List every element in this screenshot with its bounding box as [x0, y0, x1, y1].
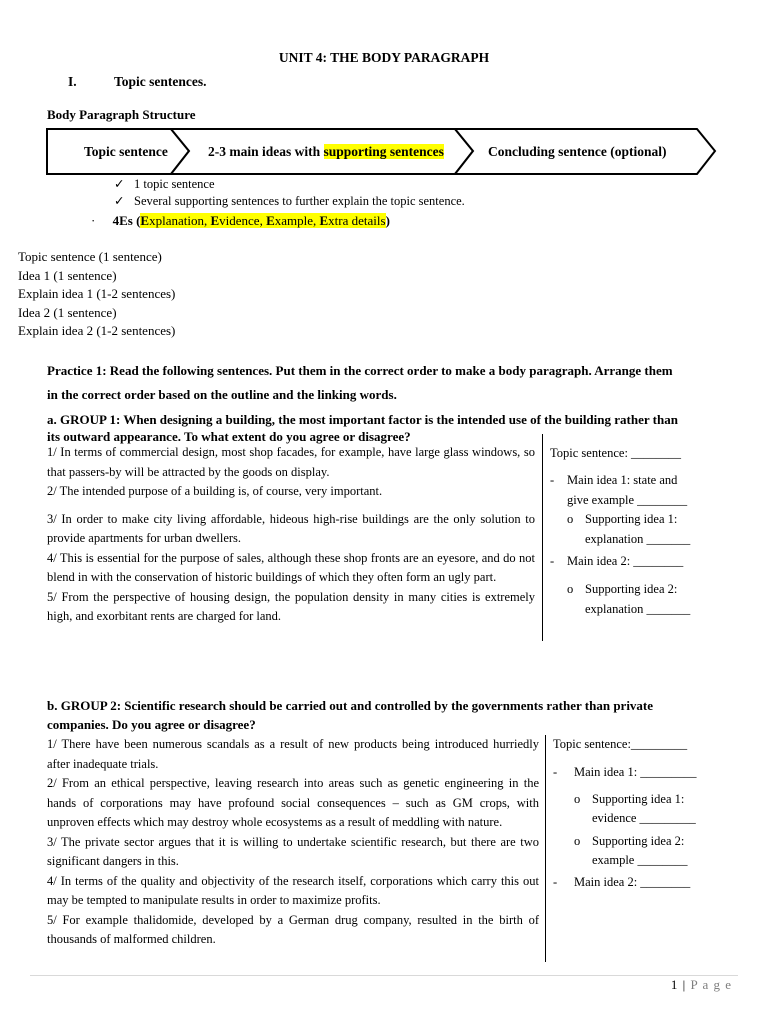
group-a-sentence: 5/ From the perspective of housing design, the population density in many cities is extremely high, and exorbitant rents are charged for land. [47, 589, 535, 623]
bullet-4es: · 4Es (Explanation, Evidence, Example, Extra details) [91, 213, 390, 228]
group-b-main2: Main idea 2: ________ [574, 875, 691, 889]
group-a-sup1-line2: explanation _______ [585, 532, 691, 546]
footer-divider [30, 975, 738, 976]
group-b-sentence: 4/ In terms of the quality and objectivity of the research itself, corporations which carry this out may be tempted to manipulate results in order to maximize profits. [47, 873, 539, 907]
outline-list-item: Explain idea 2 (1-2 sentences) [18, 323, 176, 338]
paragraph-outline-list [18, 248, 175, 341]
group-b-divider [545, 735, 546, 962]
section-number: I. [68, 74, 77, 89]
group-b-sentence: 1/ There have been numerous scandals as a result of new products being introduced hurriedly after inadequate trials. [47, 737, 539, 771]
group-a-sup2-line2: explanation _______ [585, 602, 691, 616]
checklist-item [114, 175, 215, 193]
bullet-lead: 4Es ( [112, 213, 141, 228]
group-b-prompt-line1: b. GROUP 2: Scientific research should be carried out and controlled by the governments rather than private [47, 698, 654, 713]
group-b-sentence: 5/ For example thalidomide, developed by a German drug company, resulted in the birth of thousands of malformed children. [47, 912, 539, 946]
group-a-outline [550, 444, 750, 634]
group-a-topic-blank: Topic sentence: ________ [550, 446, 682, 460]
group-a-main2: Main idea 2: ________ [567, 554, 684, 568]
checklist-text: Several supporting sentences to further explain the topic sentence. [134, 194, 465, 208]
flow-step-concluding: Concluding sentence (optional) [488, 144, 667, 159]
four-es-highlight: Explanation, Evidence, Example, Extra details [140, 213, 386, 228]
group-b-outline [553, 735, 753, 905]
group-a-sentence: 2/ The intended purpose of a building is, of course, very important. [47, 484, 383, 498]
circle-bullet-icon: o [574, 834, 581, 848]
group-a-sup2-line1: Supporting idea 2: [585, 582, 678, 596]
outline-list-item: Idea 2 (1 sentence) [18, 304, 117, 320]
section-title: Topic sentences. [114, 74, 207, 89]
circle-bullet-icon: o [567, 582, 574, 596]
circle-bullet-icon: o [574, 792, 581, 806]
group-b-topic-blank: Topic sentence:_________ [553, 737, 688, 751]
practice-instruction-line1: Practice 1: Read the following sentences. Put them in the correct order to make a body paragraph. Arrange them [47, 363, 673, 378]
check-icon: ✓ [114, 194, 125, 208]
structure-heading: Body Paragraph Structure [47, 107, 196, 122]
group-a-main1-line1: Main idea 1: state and [567, 473, 678, 487]
dash-icon: - [550, 554, 555, 568]
group-b-main1: Main idea 1: _________ [574, 765, 697, 779]
group-a-sentences [47, 443, 535, 627]
flow-step-highlight: supporting sentences [323, 144, 444, 159]
check-icon: ✓ [114, 177, 125, 191]
outline-list-item: Topic sentence (1 sentence) [18, 249, 162, 264]
checklist-text: 1 topic sentence [134, 177, 215, 191]
group-b-prompt-line2: companies. Do you agree or disagree? [47, 717, 256, 732]
outline-list-item: Idea 1 (1 sentence) [18, 267, 117, 283]
page-number: 1 [670, 977, 679, 992]
outline-list-item: Explain idea 1 (1-2 sentences) [18, 286, 176, 301]
structure-flow-diagram [0, 126, 768, 180]
unit-title: UNIT 4: THE BODY PARAGRAPH [278, 50, 490, 65]
group-b-sup1-line1: Supporting idea 1: [592, 792, 685, 806]
dash-icon: - [550, 473, 555, 487]
group-b-sup1-line2: evidence _________ [592, 811, 696, 825]
group-a-prompt-line1: a. GROUP 1: When designing a building, the most important factor is the intended use of the building rather than [47, 412, 678, 427]
footer-separator: | [678, 977, 691, 992]
practice-instruction-line2: in the correct order based on the outline and the linking words. [47, 387, 397, 402]
flow-step-main-ideas [208, 143, 444, 161]
circle-bullet-icon: o [567, 512, 574, 526]
group-a-divider [542, 434, 543, 641]
group-a-sentence: 4/ This is essential for the purpose of sales, although these shop fronts are an eyesore, and do not blend in with the conservation of historic buildings of which they often form an ugly part. [47, 550, 535, 584]
group-a-main1-line2: give example ________ [567, 493, 688, 507]
group-b-sup2-line2: example ________ [592, 853, 688, 867]
dash-icon: - [553, 875, 558, 889]
page-label: P a g e [690, 977, 732, 992]
group-b-sentence: 3/ The private sector argues that it is willing to undertake scientific research, but there are two significant dangers in this. [47, 834, 539, 868]
flow-step-main-ideas-prefix: 2-3 main ideas with [208, 144, 324, 159]
group-a-sentence: 1/ In terms of commercial design, most shop facades, for example, have large glass windows, so that passers-by will be attracted by the goods on display. [47, 445, 535, 479]
group-b-sentence: 2/ From an ethical perspective, leaving research into areas such as genetic engineering in the hands of corporations may have profound social consequences – such as GM crops, with unproven effects which may destroy whole ecosystems as a result of meddling with nature. [47, 776, 539, 829]
group-a-prompt-line2: its outward appearance. To what extent do you agree or disagree? [47, 429, 411, 444]
group-a-sentence: 3/ In order to make city living affordable, hideous high-rise buildings are the only solution to provide apartments for urban dwellers. [47, 511, 535, 545]
group-b-sentences [47, 735, 539, 950]
flow-step-topic: Topic sentence [84, 144, 168, 159]
page-footer [671, 976, 732, 994]
bullet-icon: · [91, 213, 96, 228]
group-a-sup1-line1: Supporting idea 1: [585, 512, 678, 526]
dash-icon: - [553, 765, 558, 779]
checklist-item [114, 192, 465, 210]
group-b-sup2-line1: Supporting idea 2: [592, 834, 685, 848]
